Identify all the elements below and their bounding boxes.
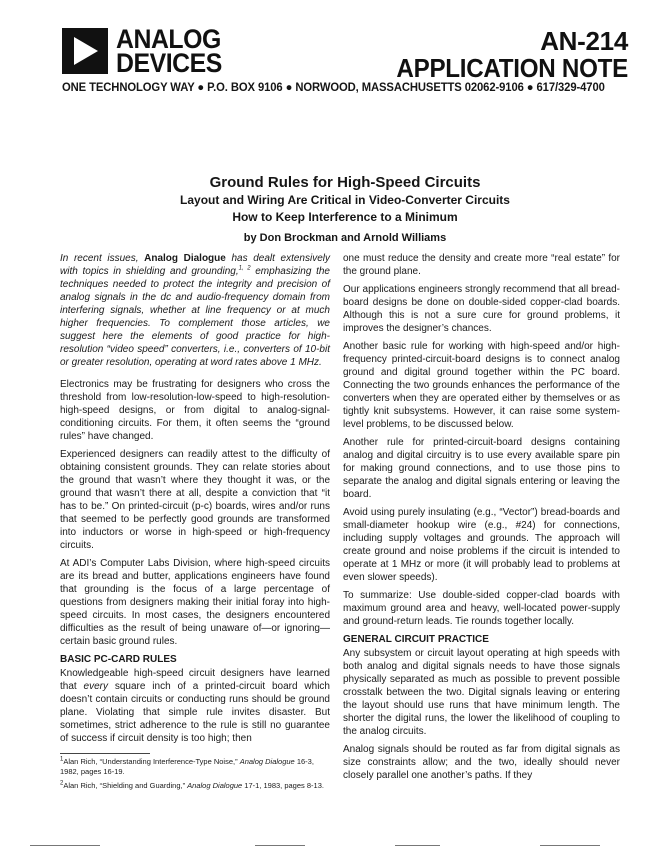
analog-devices-logo xyxy=(62,24,231,78)
body-paragraph: Another rule for printed-circuit-board designs containing analog and digital circuitry is to use every available spare pin for making ground connections, and to use those pins to separate the analog and digital signals entering or leaving the board. xyxy=(343,437,620,500)
footnote-1 xyxy=(60,757,330,776)
scan-artifact-line xyxy=(30,845,100,846)
footnote-number: 2 xyxy=(60,780,64,787)
intro-brand: Analog Dialogue xyxy=(144,253,226,264)
company-name-line1: ANALOG xyxy=(116,24,221,54)
intro-text-a: In recent issues, xyxy=(60,253,145,264)
body-paragraph: To summarize: Use double-sided copper-clad boards with maximum ground area and heavy, well-located power-supply and ground-return leads. Tie rounds together locally. xyxy=(343,590,620,627)
body-paragraph: Analog signals should be routed as far from digital signals as size constraints allow; and the two, ideally should never closely parallel one another’s paths. If they xyxy=(343,744,620,781)
body-paragraph: Experienced designers can readily attest to the difficulty of obtaining consistent grounds. They can relate stories about the ground that wasn’t where they thought it was, or the ground that wasn’t there at all, despite a conviction that “it has to be.” On printed-circuit (p-c) boards, wires and/or runs that seemed to be perfectly good grounds are transformed into inductors or worse in high-speed or high-frequency circuits. xyxy=(60,449,330,551)
section-heading-general-circuit-practice: GENERAL CIRCUIT PRACTICE xyxy=(343,634,489,645)
footnote-text: 17-1, 1983, pages 8-13. xyxy=(242,781,324,790)
company-address: ONE TECHNOLOGY WAY ● P.O. BOX 9106 ● NORWOOD, MASSACHUSETTS 02062-9106 ● 617/329-4700 xyxy=(62,81,605,94)
intro-text-b: has dealt extensively with topics in shielding and grounding, xyxy=(60,253,330,277)
body-paragraph: Our applications engineers strongly recommend that all bread-board designs be done on double-sided copper-clad boards. Although this is not a sure cure for ground problems, it improves the designer’s chances. xyxy=(343,284,620,334)
left-column xyxy=(60,252,330,796)
note-number: AN-214 xyxy=(540,26,628,56)
footnote-number: 1 xyxy=(60,756,64,763)
body-text: Knowledgeable high-speed circuit designers have learned that xyxy=(60,668,330,692)
article-subtitle-2: How to Keep Interference to a Minimum xyxy=(232,210,458,224)
title-block xyxy=(60,173,630,246)
body-paragraph: At ADI’s Computer Labs Division, where high-speed circuits are its bread and butter, applications engineers have found that grounding is the focus of a large percentage of questions from designers making their initial foray into high-speed circuits. In most cases, the designers encountered difficulties as the result of being unaware of—or ignoring—certain basic ground rules. xyxy=(60,558,330,647)
intro-references: 1, 2 xyxy=(238,265,251,272)
article-subtitle-1: Layout and Wiring Are Critical in Video-Converter Circuits xyxy=(180,193,510,207)
note-type: APPLICATION NOTE xyxy=(396,53,628,83)
company-name xyxy=(116,24,222,78)
intro-paragraph xyxy=(60,252,330,369)
footnote-journal: Analog Dialogue xyxy=(239,757,295,766)
scan-artifact-line xyxy=(540,845,600,846)
body-paragraph: Another basic rule for working with high-speed and/or high-frequency printed-circuit-board designs is to connect analog ground and digital ground together within the PC board. Connecting the two grounds enhances the performance of the converters when they are operated either by themselves or as tightly knit subsystems. However, it can raise some system-level problems, to be discussed below. xyxy=(343,341,620,430)
footnote-text: 16-3, 1982, pages 16-19. xyxy=(60,757,314,776)
body-paragraph: Avoid using purely insulating (e.g., “Vector”) bread-boards and small-diameter hookup wire (e.g., #24) for connections, including supply voltages and grounds. The approach will create ground and noise problems if the circuit is intended to operate at 1 MHz or more (it will probably lead to problems at even slower speeds). xyxy=(343,507,620,583)
right-column xyxy=(343,252,620,787)
footnote-text: Alan Rich, “Shielding and Guarding,” xyxy=(63,781,188,790)
body-paragraph xyxy=(60,667,330,745)
footnote-2 xyxy=(60,781,330,791)
scan-artifact-line xyxy=(395,845,440,846)
emphasis-text: every xyxy=(83,681,108,692)
footnote-journal: Analog Dialogue xyxy=(187,781,243,790)
article-title: Ground Rules for High-Speed Circuits xyxy=(209,174,481,191)
body-text: square inch of a printed-circuit board which doesn’t contain circuits or conducting runs should be ground plane. Violating that simple rule invites disaster. But sometimes, strict adherence to the rule is still no guarantee of success if circuit density is too high; then xyxy=(60,681,330,744)
section-heading-basic-pc-card-rules: BASIC PC-CARD RULES xyxy=(60,654,177,665)
footnote-divider xyxy=(60,753,150,754)
scan-artifact-line xyxy=(255,845,305,846)
body-paragraph: Electronics may be frustrating for designers who cross the threshold from low-resolution-low-speed to high-resolution-high-speed designs, or from digital to analog-signal-conditioning circuits. For them, it often seems the “ground rules” have changed. xyxy=(60,379,330,442)
body-paragraph: one must reduce the density and create more “real estate” for the ground plane. xyxy=(343,253,620,277)
article-authors: by Don Brockman and Arnold Williams xyxy=(243,232,447,244)
note-identifier xyxy=(379,28,628,82)
intro-text-c: emphasizing the techniques needed to protect the integrity and precision of analog signals in the dc and audio-frequency domain from interfering signals, whether at line frequency or at much higher frequencies. To complement those articles, we suggest here the elements of good practice for high-resolution “video speed” converters, i.e., converters of 10-bit or greater resolution, operating at word rates above 1 MHz. xyxy=(60,266,330,368)
body-paragraph: Any subsystem or circuit layout operating at high speeds with both analog and digital signals needs to have those signals physically separated as much as possible to prevent possible crosstalk between the two. Digital signals leaving or entering the layout should use runs that have minimum length. The shorter the digital runs, the lower the likelihood of coupling to the analog circuits. xyxy=(343,648,620,737)
company-name-line2: DEVICES xyxy=(116,48,222,78)
footnote-text: Alan Rich, “Understanding Interference-Type Noise,” xyxy=(63,757,240,766)
triangle-logo-icon xyxy=(62,28,108,74)
